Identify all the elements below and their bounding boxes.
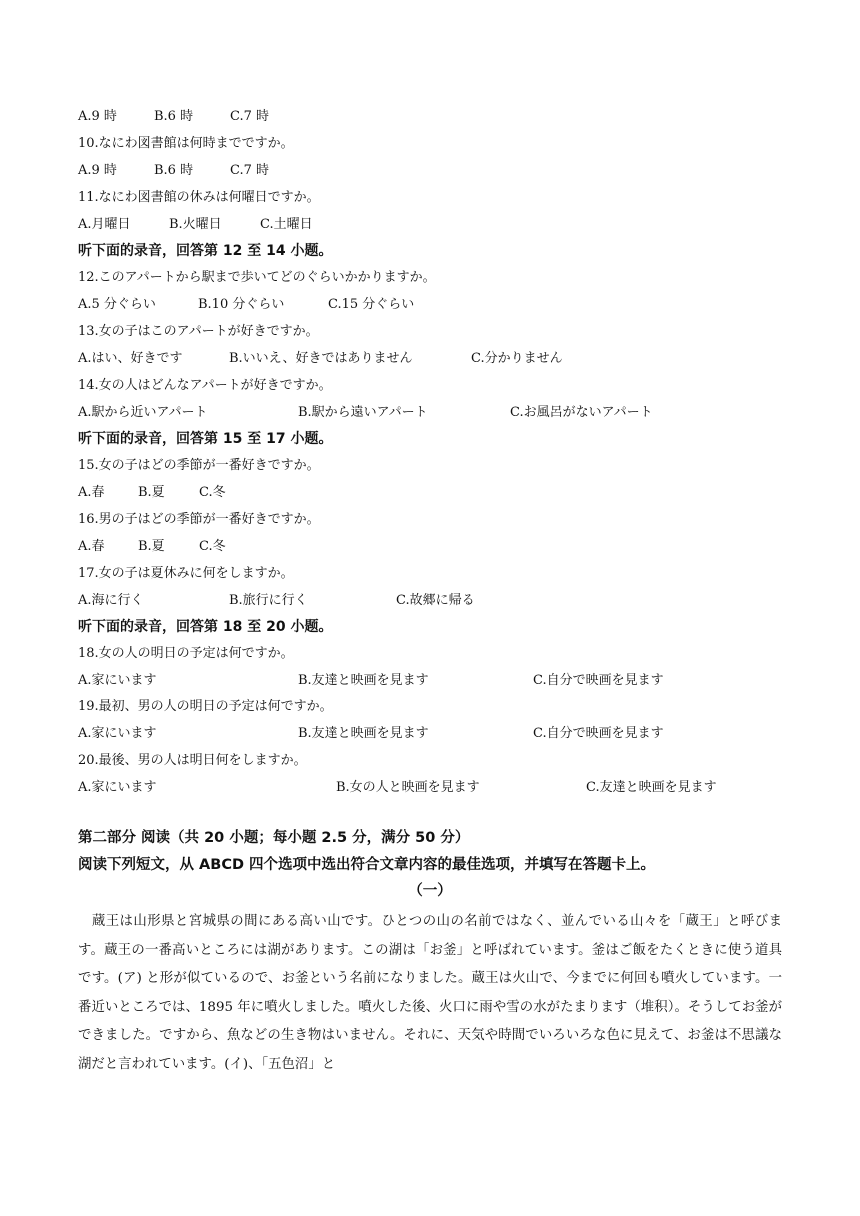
option-a: A.9 時	[78, 163, 117, 178]
option-a: A.はい、好きです	[78, 351, 183, 366]
option-c: C.7 時	[230, 109, 270, 124]
question-17: 17.女の子は夏休みに何をしますか。	[78, 566, 294, 581]
listening-heading-18: 听下面的录音，回答第 18 至 20 小题。	[78, 619, 333, 635]
reading-passage-1: 蔵王は山形県と宮城県の間にある高い山です。ひとつの山の名前ではなく、並んでいる山々を「蔵王」と呼びます。蔵王の一番高いところには湖があります。この湖は「お釜」と呼ばれています。釜はご飯をたくときに使う道具です。(ア) と形が似ているので、お釜という名前になりました。蔵王は火山で、今までに何回も噴火しています。一番近いところでは、1895 年に噴火しました。噴火した後、火口に雨や雪の水がたまります（堆积）。そうしてお釜ができました。ですから、魚などの生き物はいません。それに、天気や時間でいろいろな色に見えて、お釜は不思議な湖だと言われています。(イ)、「五色沼」と	[78, 914, 782, 1072]
option-b: B.火曜日	[169, 217, 222, 232]
option-b: B.旅行に行く	[229, 593, 308, 608]
option-c: C.冬	[199, 539, 226, 554]
option-c: C.7 時	[230, 163, 270, 178]
option-c: C.自分で映画を見ます	[533, 673, 664, 688]
option-a: A.5 分ぐらい	[78, 297, 156, 312]
option-c: C.15 分ぐらい	[328, 297, 415, 312]
option-b: B.女の人と映画を見ます	[336, 780, 480, 795]
option-b: B.6 時	[154, 163, 194, 178]
question-16: 16.男の子はどの季節が一番好きですか。	[78, 512, 320, 527]
option-a: A.海に行く	[78, 593, 144, 608]
question-15: 15.女の子はどの季節が一番好きですか。	[78, 458, 320, 473]
option-b: B.いいえ、好きではありません	[229, 351, 413, 366]
option-c: C.お風呂がないアパート	[510, 405, 653, 420]
question-14: 14.女の人はどんなアパートが好きですか。	[78, 378, 332, 393]
option-b: B.10 分ぐらい	[198, 297, 285, 312]
option-a: A.春	[78, 485, 105, 500]
option-a: A.家にいます	[78, 726, 157, 741]
listening-heading-15: 听下面的录音，回答第 15 至 17 小题。	[78, 431, 333, 447]
question-20: 20.最後、男の人は明日何をしますか。	[78, 753, 307, 768]
option-b: B.夏	[138, 485, 165, 500]
part2-title: 第二部分 阅读（共 20 小题；每小题 2.5 分，满分 50 分）	[78, 830, 470, 846]
question-18: 18.女の人の明日の予定は何ですか。	[78, 646, 294, 661]
question-13: 13.女の子はこのアパートが好きですか。	[78, 324, 319, 339]
option-a: A.春	[78, 539, 105, 554]
option-c: C.友達と映画を見ます	[586, 780, 717, 795]
question-10: 10.なにわ図書館は何時までですか。	[78, 136, 294, 151]
option-a: A.月曜日	[78, 217, 131, 232]
part2-instruction: 阅读下列短文，从 ABCD 四个选项中选出符合文章内容的最佳选项，并填写在答题卡上。	[78, 857, 656, 873]
option-c: C.故郷に帰る	[396, 593, 475, 608]
option-b: B.友達と映画を見ます	[298, 726, 429, 741]
section-heading: （一）	[408, 883, 452, 899]
option-a: A.9 時	[78, 109, 117, 124]
question-11: 11.なにわ図書館の休みは何曜日ですか。	[78, 190, 320, 205]
option-c: C.冬	[199, 485, 226, 500]
question-12: 12.このアパートから駅まで歩いてどのぐらいかかりますか。	[78, 270, 436, 285]
option-b: B.駅から遠いアパート	[298, 405, 428, 420]
question-19: 19.最初、男の人の明日の予定は何ですか。	[78, 699, 333, 714]
option-c: C.土曜日	[260, 217, 313, 232]
option-a: A.家にいます	[78, 673, 157, 688]
option-b: B.友達と映画を見ます	[298, 673, 429, 688]
listening-heading-12: 听下面的录音，回答第 12 至 14 小题。	[78, 243, 333, 259]
option-b: B.6 時	[154, 109, 194, 124]
option-c: C.分かりません	[471, 351, 563, 366]
option-b: B.夏	[138, 539, 165, 554]
option-c: C.自分で映画を見ます	[533, 726, 664, 741]
option-a: A.家にいます	[78, 780, 157, 795]
option-a: A.駅から近いアパート	[78, 405, 208, 420]
